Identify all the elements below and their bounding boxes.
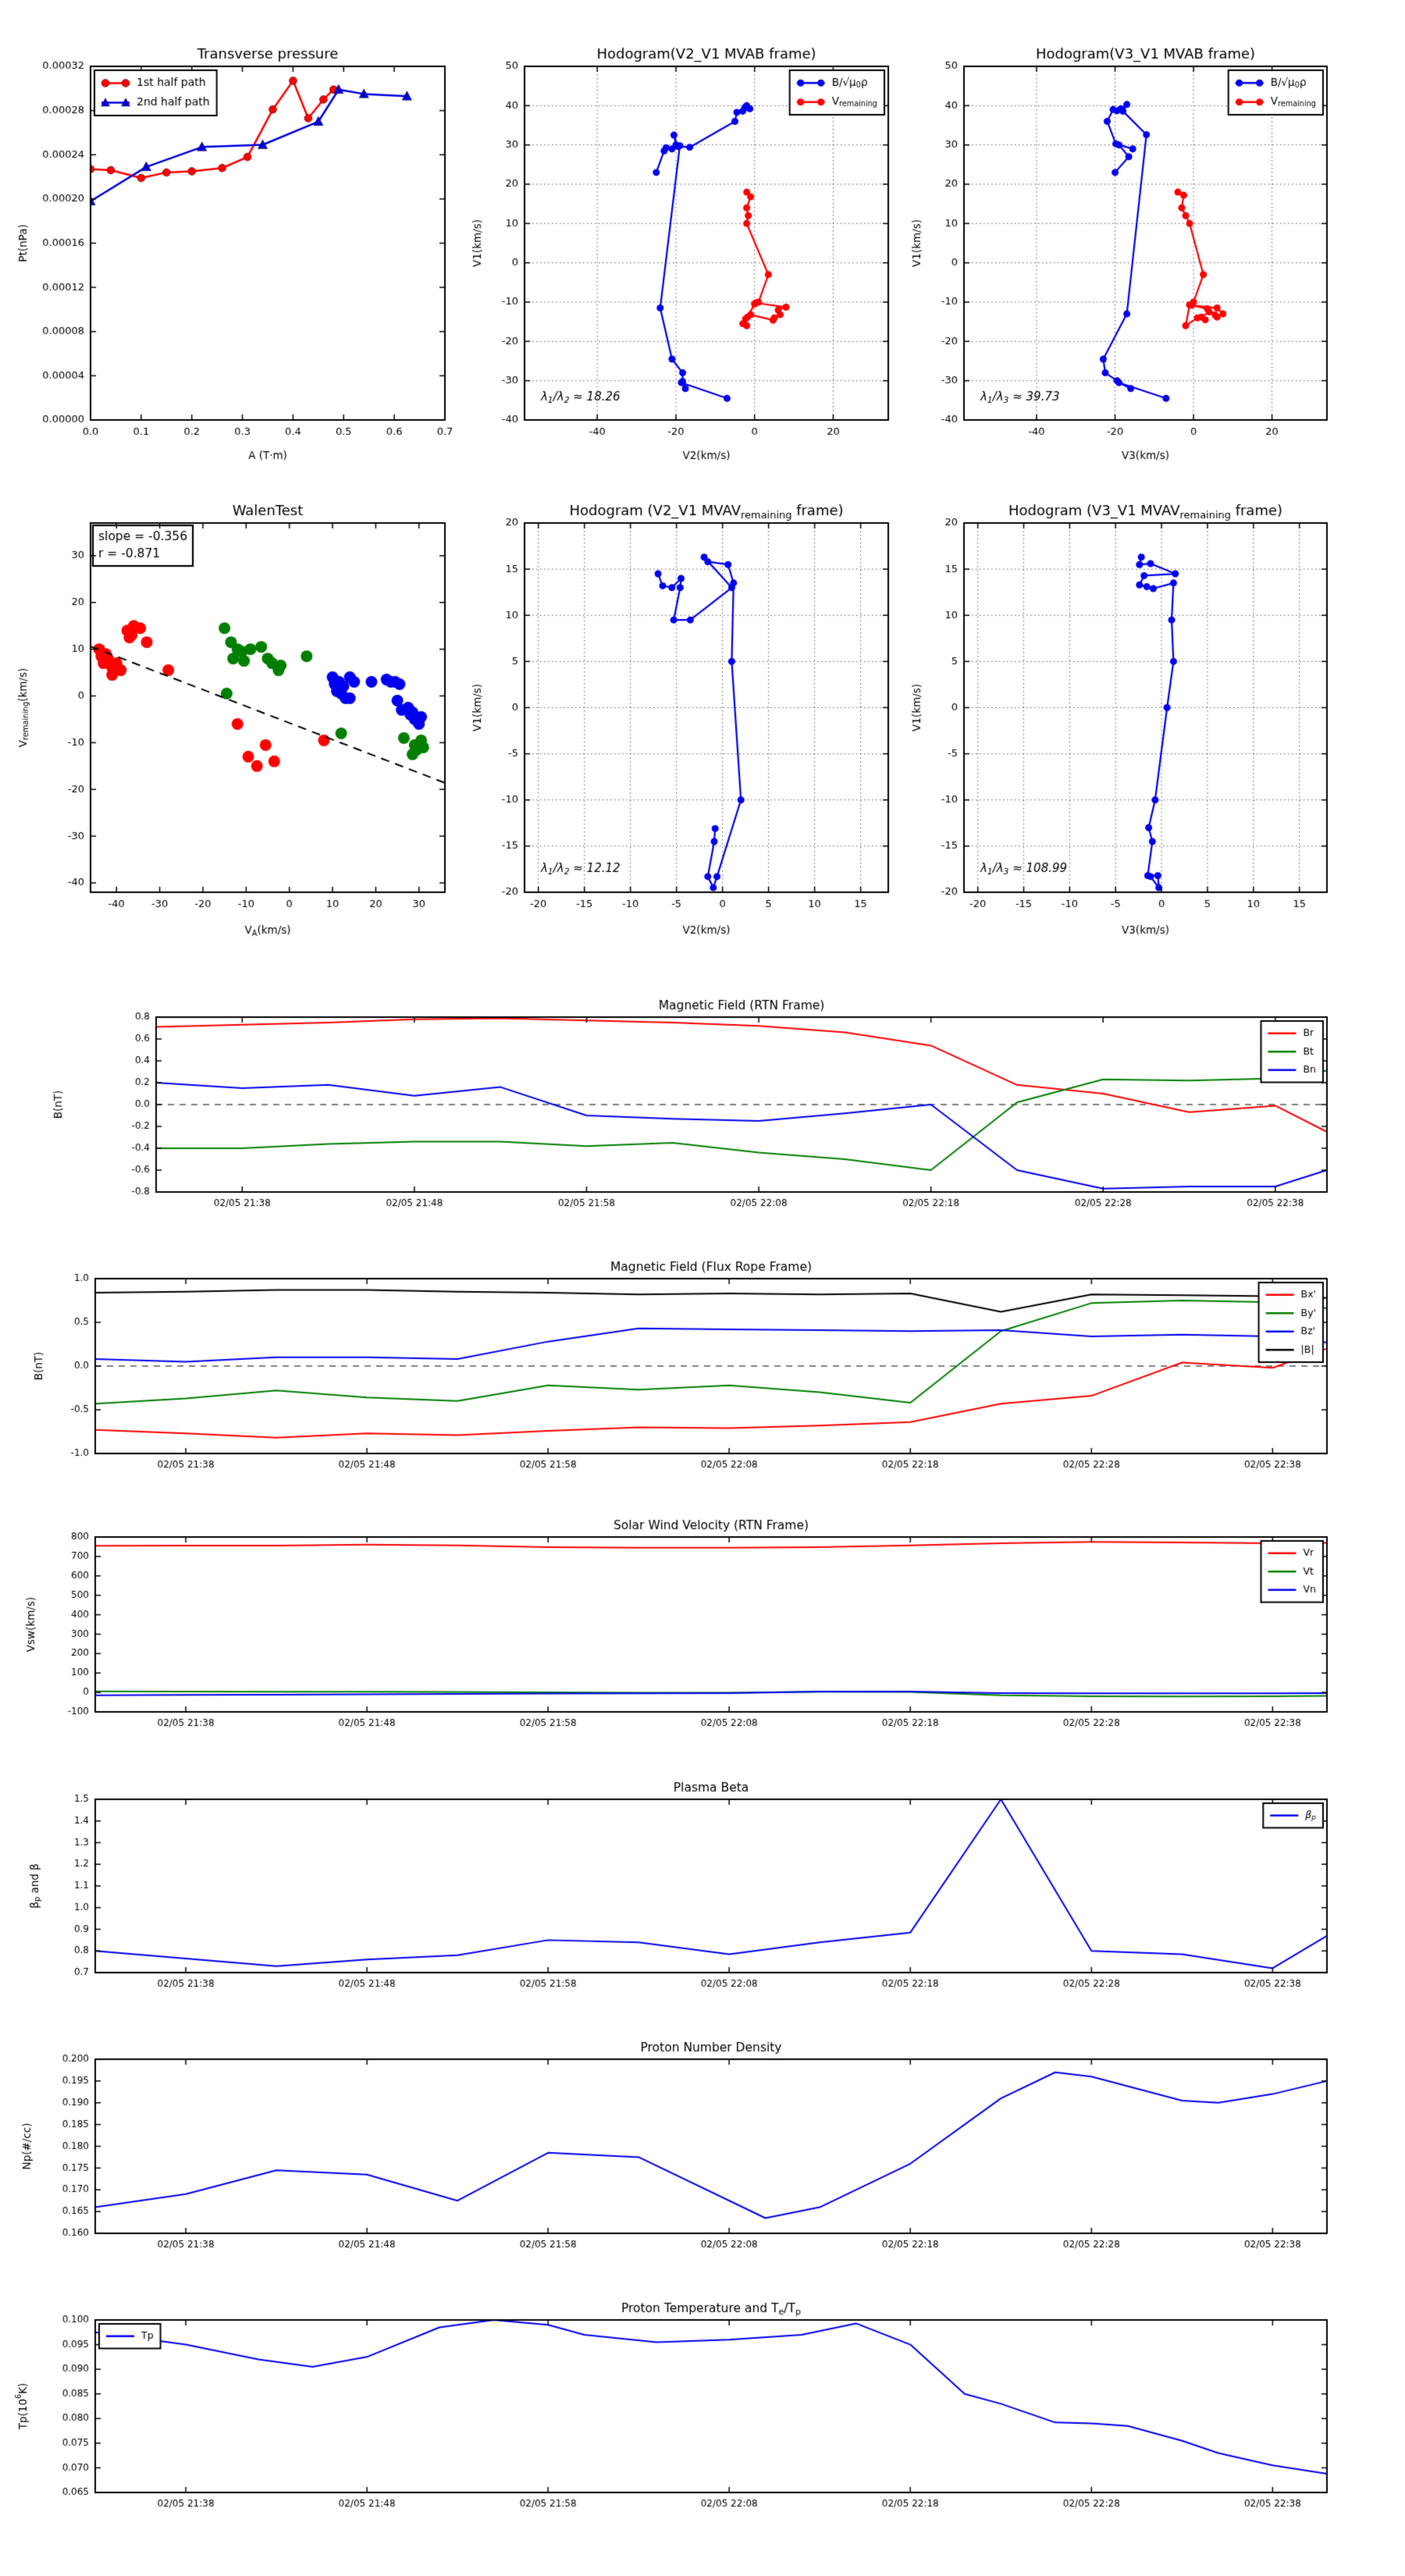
plot-walen-test <box>91 523 445 892</box>
plot-magnetic-field-rtn <box>156 1017 1327 1192</box>
plot-solar-wind-velocity <box>95 1537 1327 1712</box>
plot-hodogram-v3v1-mvab <box>964 66 1327 420</box>
plot-proton-temperature <box>95 2320 1327 2492</box>
plot-plasma-beta <box>95 1799 1327 1973</box>
plot-transverse-pressure <box>91 66 445 420</box>
plot-hodogram-v3v1-mvav <box>964 523 1327 892</box>
plot-proton-number-density <box>95 2059 1327 2233</box>
plot-magnetic-field-flux-rope <box>95 1279 1327 1453</box>
plot-hodogram-v2v1-mvab <box>525 66 888 420</box>
plot-hodogram-v2v1-mvav <box>525 523 888 892</box>
